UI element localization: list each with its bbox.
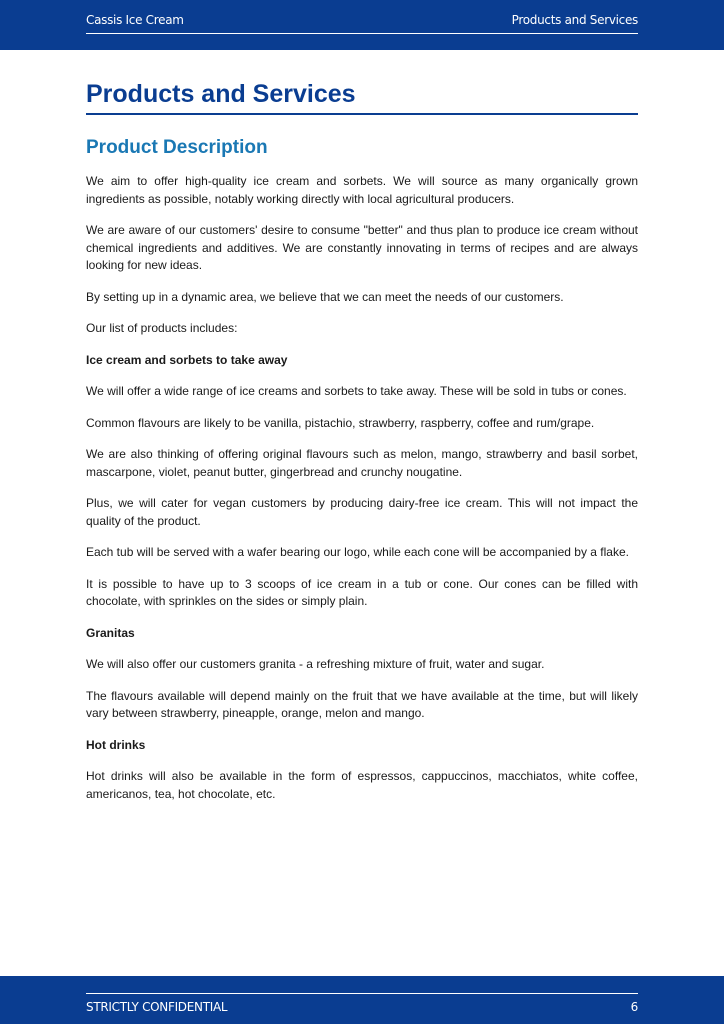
header-bar <box>86 13 638 34</box>
section-title: Product Description <box>86 137 268 158</box>
subheading-granitas: Granitas <box>86 625 135 640</box>
header-company-name: Cassis Ice Cream <box>86 13 184 27</box>
subheading-hot-drinks: Hot drinks <box>86 737 146 752</box>
paragraph: We are aware of our customers' desire to consume "better" and thus plan to produce ice cream without chemical ingredients and additives. We are constantly innovating in terms of recipes and are always looking for new ideas. <box>86 223 638 272</box>
paragraph: By setting up in a dynamic area, we believe that we can meet the needs of our customers. <box>86 289 564 304</box>
paragraph: We are also thinking of offering original flavours such as melon, mango, strawberry and basil sorbet, mascarpone, violet, peanut butter, gingerbread and crunchy nougatine. <box>86 447 638 479</box>
paragraph: We aim to offer high-quality ice cream and sorbets. We will source as many organically grown ingredients as possible, notably working directly with local agricultural producers. <box>86 174 638 206</box>
paragraph: We will also offer our customers granita - a refreshing mixture of fruit, water and sugar. <box>86 657 545 671</box>
subheading-ice-cream: Ice cream and sorbets to take away <box>86 352 288 367</box>
page-title: Products and Services <box>86 78 638 115</box>
main-content <box>86 78 638 817</box>
paragraph: Each tub will be served with a wafer bearing our logo, while each cone will be accompanied by a flake. <box>86 545 629 559</box>
paragraph: Hot drinks will also be available in the form of espressos, cappuccinos, macchiatos, white coffee, americanos, tea, hot chocolate, etc. <box>86 769 638 801</box>
page-footer <box>0 976 724 1024</box>
paragraph: Common flavours are likely to be vanilla, pistachio, strawberry, raspberry, coffee and rum/grape. <box>86 415 595 430</box>
paragraph: The flavours available will depend mainly on the fruit that we have available at the time, but will likely vary between strawberry, pineapple, orange, melon and mango. <box>86 688 638 720</box>
page-header <box>0 0 724 50</box>
header-section-name: Products and Services <box>511 13 638 27</box>
confidential-label: STRICTLY CONFIDENTIAL <box>86 1000 228 1014</box>
paragraph: We will offer a wide range of ice creams and sorbets to take away. These will be sold in tubs or cones. <box>86 384 627 398</box>
paragraph: Our list of products includes: <box>86 321 238 335</box>
paragraph: It is possible to have up to 3 scoops of ice cream in a tub or cone. Our cones can be filled with chocolate, with sprinkles on the sides or simply plain. <box>86 576 638 608</box>
body-text <box>86 173 638 803</box>
footer-bar <box>86 993 638 1014</box>
page-number: 6 <box>630 1000 638 1014</box>
paragraph: Plus, we will cater for vegan customers by producing dairy-free ice cream. This will not impact the quality of the product. <box>86 496 638 528</box>
